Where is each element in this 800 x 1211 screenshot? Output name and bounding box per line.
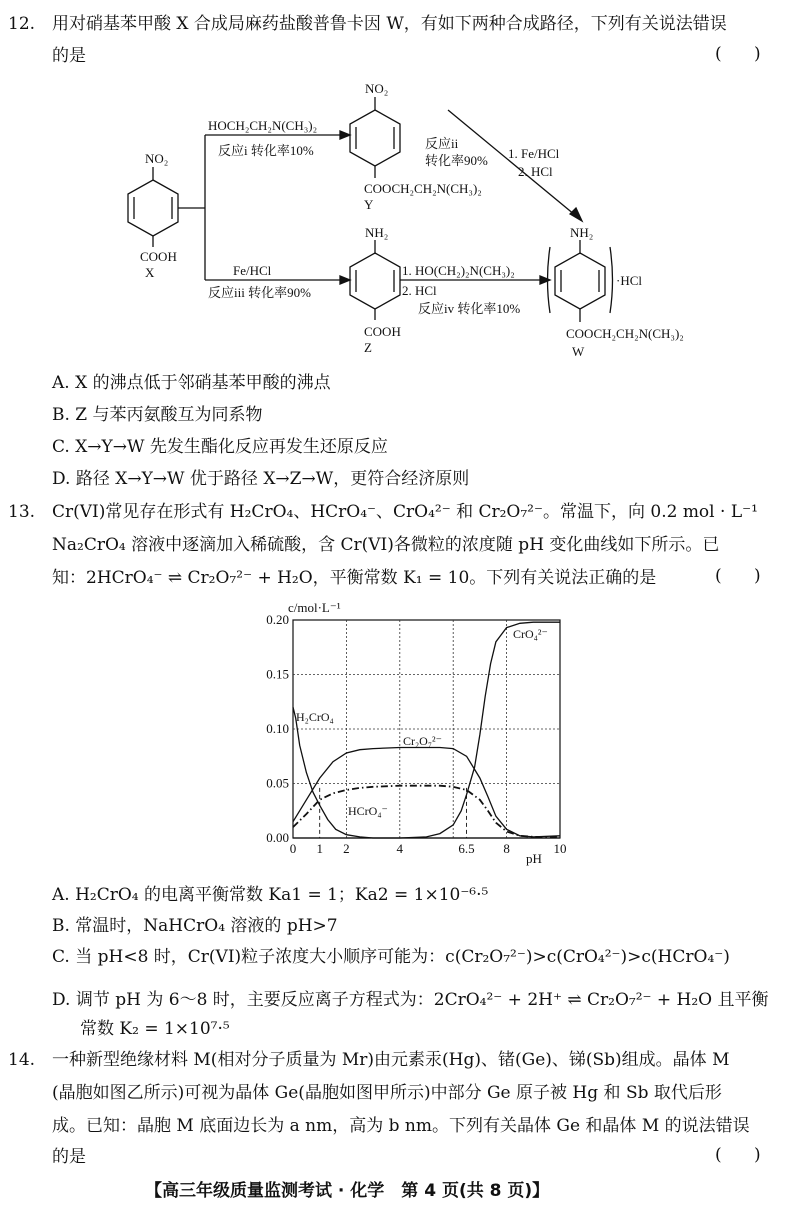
q13-stem-line3: 知：2HCrO₄⁻ ⇌ Cr₂O₇²⁻ + H₂O，平衡常数 K₁ = 10。下列有关说法正确的是 [52,568,657,588]
benzene-ring-y [350,97,400,178]
chart-x-axis-label: pH [526,851,542,866]
q14-stem-line4: 的是 [52,1147,86,1167]
q12-option-d: D. 路径 X→Y→W 优于路径 X→Z→W，更符合经济原则 [52,469,470,489]
q13-answer-paren: ( ) [715,566,761,586]
q12-option-b: B. Z 与苯丙氨酸互为同系物 [52,405,263,425]
label-cr2o7: Cr₂O₇²⁻ [403,734,442,748]
q12-synthesis-scheme [0,75,800,365]
x-tick-label: 10 [553,841,567,856]
z-amino-group: NH₂ [365,225,389,240]
q14-answer-paren: ( ) [715,1145,761,1165]
x-nitro-group: NO₂ [145,151,169,166]
x-tick-label: 1 [316,841,323,856]
y-label: Y [364,197,374,212]
benzene-ring-w [548,240,613,322]
arrow2-reaction: 反应ii [425,136,459,151]
arrow2-reagent2: 2. HCl [518,164,553,179]
x-tick-label: 6.5 [458,841,475,856]
arrow1-condition: 反应i 转化率10% [218,143,314,158]
w-amino-group: NH₂ [570,225,594,240]
x-label: X [145,265,155,280]
label-hcro4: HCrO₄⁻ [348,804,388,818]
q12-stem-line2: 的是 [52,46,86,66]
q13-option-a: A. H₂CrO₄ 的电离平衡常数 Ka1 = 1；Ka2 = 1×10⁻⁶·⁵ [52,885,489,905]
q12-number: 12. [8,14,36,34]
page-footer: 【高三年级质量监测考试 · 化学 第 4 页(共 8 页)】 [145,1181,550,1201]
label-h2cro4: H₂CrO₄ [296,710,334,724]
q12-answer-paren: ( ) [715,44,761,64]
arrow4-reagent2: 2. HCl [402,283,437,298]
z-label: Z [364,340,372,355]
q13-option-d-cont: 常数 K₂ = 1×10⁷·⁵ [80,1019,230,1039]
x-tick-label: 4 [396,841,404,856]
q13-option-c: C. 当 pH<8 时，Cr(VI)粒子浓度大小顺序可能为：c(Cr₂O₇²⁻)>c(CrO₄²⁻)>c(HCrO₄⁻) [52,947,730,967]
q14-stem-line2: (晶胞如图乙所示)可视为晶体 Ge(晶胞如图甲所示)中部分 Ge 原子被 Hg 和 Sb 取代后形 [52,1083,722,1103]
w-label: W [572,344,585,359]
arrow3-reagent: Fe/HCl [233,263,272,278]
q14-number: 14. [8,1050,36,1070]
q12-option-a: A. X 的沸点低于邻硝基苯甲酸的沸点 [52,373,331,393]
series-line [293,622,560,838]
q13-stem-line2: Na₂CrO₄ 溶液中逐滴加入稀硫酸，含 Cr(VI)各微粒的浓度随 pH 变化曲线如下所示。已 [52,535,720,555]
q13-stem-line1: Cr(VI)常见存在形式有 H₂CrO₄、HCrO₄⁻、CrO₄²⁻ 和 Cr₂O₇²⁻。常温下，向 0.2 mol · L⁻¹ [52,502,758,522]
q12-stem-line1: 用对硝基苯甲酸 X 合成局麻药盐酸普鲁卡因 W，有如下两种合成路径，下列有关说法错误 [52,14,727,34]
w-ester-group: COOCH₂CH₂N(CH₃)₂ [566,326,684,341]
w-hcl-salt: ·HCl [616,273,642,288]
y-ester-group: COOCH₂CH₂N(CH₃)₂ [364,181,482,196]
series-line [293,748,560,837]
label-cro4: CrO₄²⁻ [513,627,548,641]
x-tick-label: 2 [343,841,350,856]
y-tick-label: 0.20 [266,612,289,627]
z-carboxyl-group: COOH [364,324,401,339]
q13-number: 13. [8,502,36,522]
arrow4-reagent1: 1. HO(CH₂)₂N(CH₃)₂ [402,263,515,278]
arrow4-condition: 反应iv 转化率10% [418,301,521,316]
q14-stem-line3: 成。已知：晶胞 M 底面边长为 a nm，高为 b nm。下列有关晶体 Ge 和晶体 M 的说法错误 [52,1116,750,1136]
benzene-ring-x [128,167,178,247]
x-tick-label: 0 [289,841,297,856]
series-line [293,786,560,837]
concentration-ph-chart [248,598,568,868]
benzene-ring-z [350,240,400,320]
q12-option-c: C. X→Y→W 先发生酯化反应再发生还原反应 [52,437,388,457]
y-nitro-group: NO₂ [365,81,389,96]
arrow2-reagent1: 1. Fe/HCl [508,146,560,161]
x-carboxyl-group: COOH [140,249,177,264]
y-tick-label: 0.00 [266,830,289,845]
arrow1-reagent: HOCH₂CH₂N(CH₃)₂ [208,118,318,133]
q14-stem-line1: 一种新型绝缘材料 M(相对分子质量为 Mr)由元素汞(Hg)、锗(Ge)、锑(Sb)组成。晶体 M [52,1050,730,1070]
series-line [293,707,560,838]
q13-option-d: D. 调节 pH 为 6～8 时，主要反应离子方程式为：2CrO₄²⁻ + 2H⁺ ⇌ Cr₂O₇²⁻ + H₂O 且平衡 [52,990,769,1010]
y-tick-label: 0.15 [266,666,289,682]
y-tick-label: 0.05 [266,775,289,791]
arrow2-conversion: 转化率90% [425,153,488,168]
q13-option-b: B. 常温时，NaHCrO₄ 溶液的 pH>7 [52,916,338,936]
arrow3-condition: 反应iii 转化率90% [208,285,311,300]
x-tick-label: 8 [503,841,510,856]
chart-y-axis-label: c/mol·L⁻¹ [288,600,341,615]
y-tick-label: 0.10 [266,721,289,736]
